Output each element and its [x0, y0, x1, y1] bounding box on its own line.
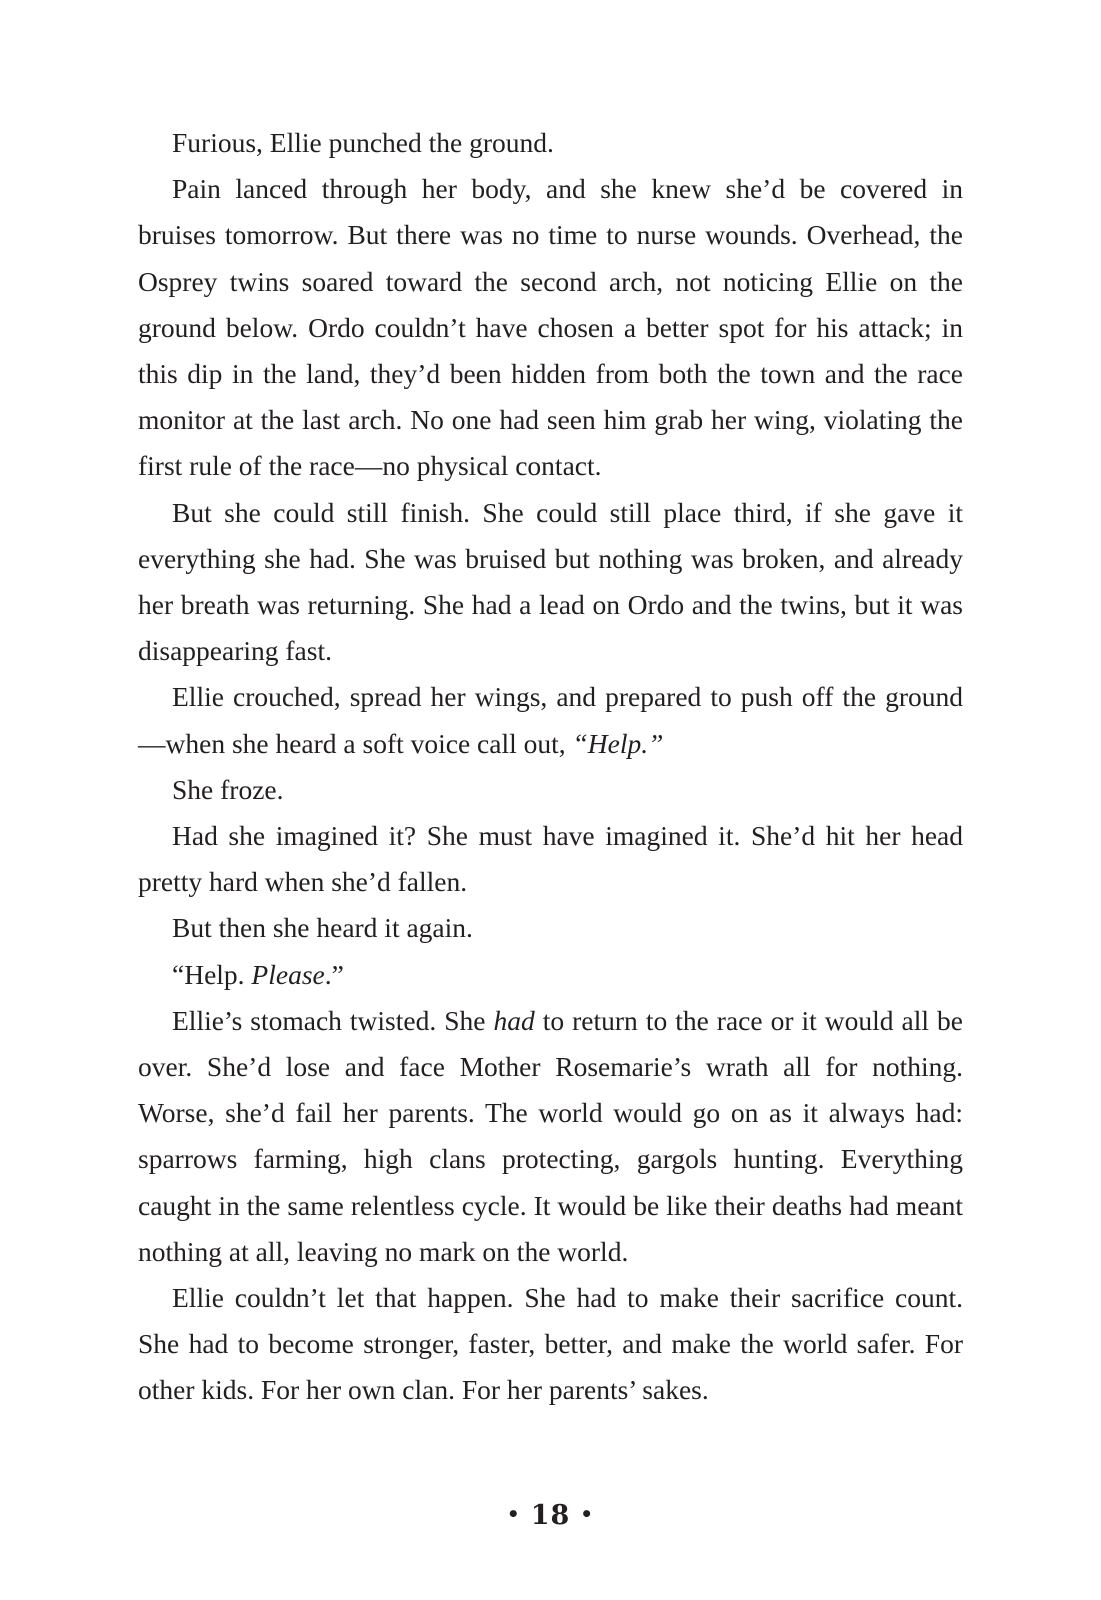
- paragraph-9: [138, 998, 963, 1275]
- paragraph-6: Had she imagined it? She must have imagined it. She’d hit her head pretty hard when she’d fallen.: [138, 820, 963, 898]
- paragraph-5: She froze.: [172, 773, 284, 805]
- paragraph-9-italic: had: [493, 1004, 535, 1036]
- paragraph-2: Pain lanced through her body, and she knew she’d be covered in bruises tomorrow. But there was no time to nurse wounds. Overhead, the Osprey twins soared toward the second arch, not noticing Ellie on the ground below. Ordo couldn’t have chosen a better spot for his attack; in this dip in the land, they’d been hidden from both the town and the race monitor at the last arch. No one had seen him grab her wing, violating the first rule of the race—no physical contact.: [138, 173, 963, 482]
- paragraph-3: But she could still finish. She could still place third, if she gave it everything she had. She was bruised but nothing was broken, and already her breath was returning. She had a lead on Ordo and the twins, but it was disappearing fast.: [138, 496, 963, 667]
- paragraph-9-before: Ellie’s stomach twisted. She: [172, 1004, 494, 1036]
- paragraph-8-text: “Help.: [172, 958, 252, 990]
- ornament-dot-left: •: [506, 1502, 521, 1526]
- page-number: 18: [530, 1500, 571, 1531]
- page-body: [138, 120, 963, 1414]
- paragraph-8-italic: Please: [251, 958, 325, 990]
- paragraph-9-after: to return to the race or it would all be over. She’d lose and face Mother Rosemarie’s wrath all for nothing. Worse, she’d fail her parents. The world would go on as it always had: sparrows farming, high clans protecting, gargols hunting. Everything caught in the same relentless cycle. It would be like their deaths had meant nothing at all, leaving no mark on the world.: [138, 1004, 963, 1267]
- page-number-footer: [0, 1500, 1101, 1531]
- paragraph-4-text: Ellie crouched, spread her wings, and prepared to push off the ground—when she heard a soft voice call out,: [138, 681, 963, 759]
- paragraph-10: Ellie couldn’t let that happen. She had to make their sacrifice count. She had to become stronger, faster, better, and make the world safer. For other kids. For her own clan. For her parents’ sakes.: [138, 1282, 963, 1406]
- paragraph-1: Furious, Ellie punched the ground.: [172, 127, 554, 158]
- paragraph-4-italic: “Help.”: [572, 727, 664, 759]
- paragraph-4: [138, 674, 963, 766]
- paragraph-8-end: .”: [324, 958, 344, 990]
- ornament-dot-right: •: [580, 1502, 595, 1526]
- paragraph-7: But then she heard it again.: [172, 912, 473, 944]
- paragraph-8: [138, 952, 963, 998]
